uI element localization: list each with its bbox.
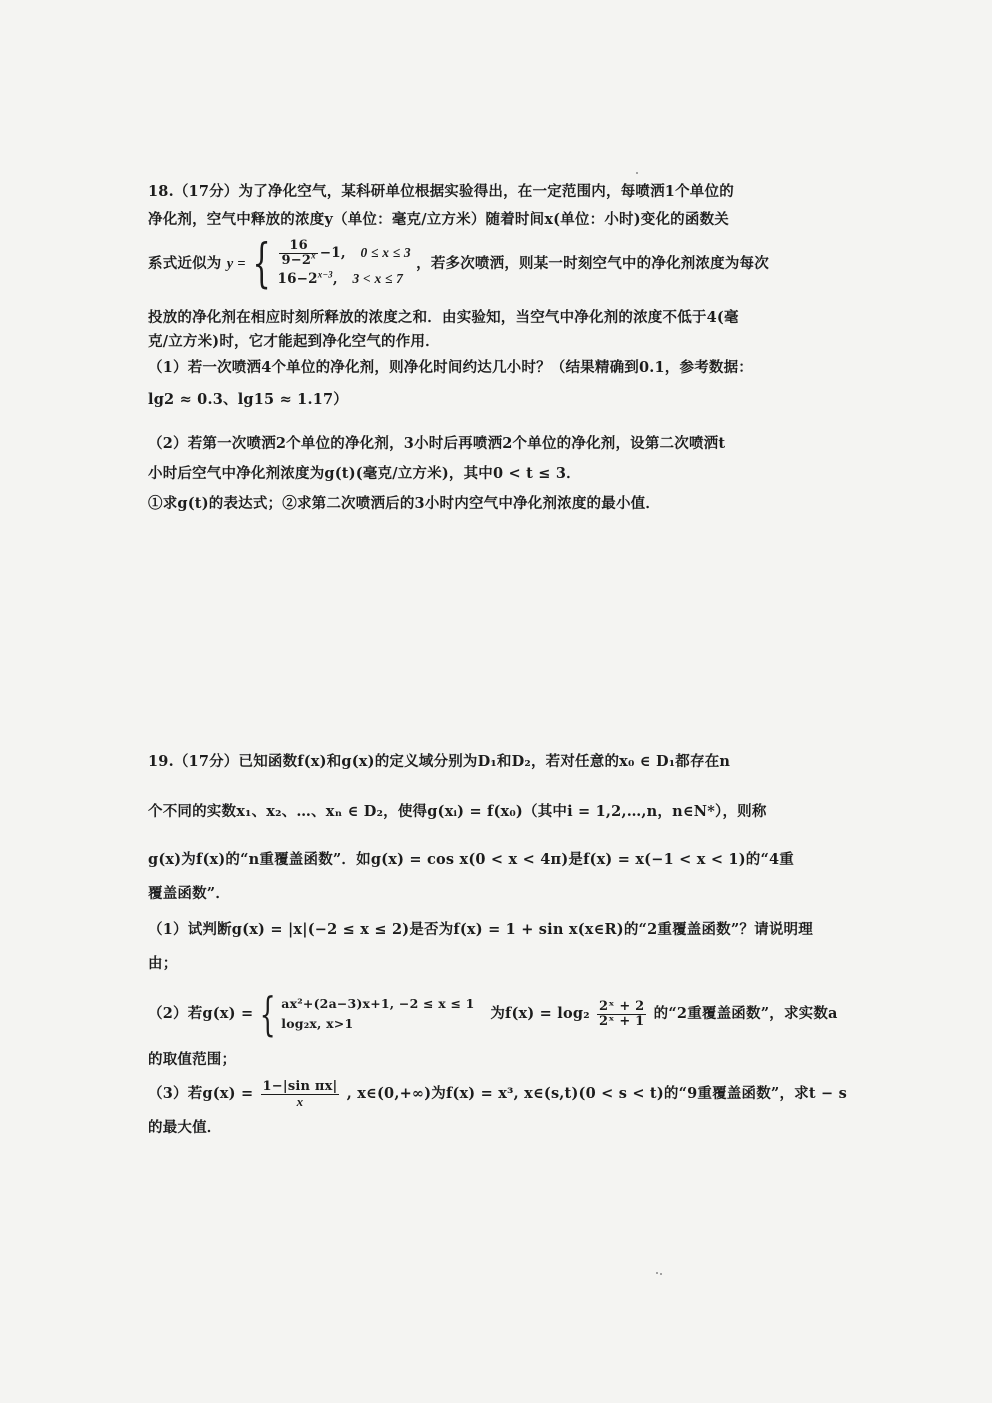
q19-part-2-cont: 的取值范围； (148, 1051, 237, 1068)
piecewise-brace: { (252, 234, 271, 294)
q19-part-1: （1）试判断g(x) = |x|(−2 ≤ x ≤ 2)是否为f(x) = 1 + sin x(x∈R)的“2重覆盖函数”？请说明理 (148, 921, 813, 938)
q18-reference-data: lg2 ≈ 0.3、lg15 ≈ 1.17） (148, 391, 348, 408)
q18-part-2: （2）若第一次喷洒2个单位的净化剂，3小时后再喷洒2个单位的净化剂，设第二次喷洒t (148, 435, 726, 452)
q18-case-1-den-base: 9−2 (281, 252, 312, 268)
q18-line-2: 净化剂，空气中释放的浓度y（单位：毫克/立方米）随着时间x(单位：小时)变化的函数关 (148, 211, 729, 228)
q18-formula-line (148, 234, 769, 294)
q18-case-1-numerator: 16 (279, 239, 317, 254)
q18-case-2-tail: , (332, 270, 338, 287)
q19-part-3 (148, 1072, 847, 1116)
q19-log-numerator: 2ˣ + 2 (599, 998, 645, 1014)
q18-case-1-denominator (279, 250, 317, 268)
q18-case-2-exp: x−3 (317, 269, 333, 279)
question-19 (148, 752, 847, 1152)
q19-part-2-mid: 为f(x) = log₂ (490, 1005, 590, 1022)
q18-part-1: （1）若一次喷洒4个单位的净化剂，则净化时间约达几小时？（结果精确到0.1，参考数据： (148, 359, 754, 376)
q18-line-1: 18.（17分）为了净化空气，某科研单位根据实验得出，在一定范围内，每喷洒1个单位的 (148, 183, 734, 200)
q18-case-2 (277, 268, 410, 290)
q18-case-1-fraction (279, 239, 317, 268)
question-18 (148, 182, 818, 522)
q18-case-2-condition: 3 < x ≤ 7 (352, 270, 404, 286)
q18-case-1-den-exp: x (311, 250, 316, 261)
q19-g-numerator: 1−|sin πx| (262, 1078, 338, 1094)
q19-part-3-outro: , x∈(0,+∞)为f(x) = x³, x∈(s,t)(0 < s < t)的“9重覆盖函数”，求t − s (346, 1085, 847, 1102)
q18-case-1-condition: 0 ≤ x ≤ 3 (360, 244, 411, 260)
q18-line-4: 投放的净化剂在相应时刻所释放的浓度之和．由实验知，当空气中净化剂的浓度不低于4(毫 (148, 309, 739, 326)
q19-line-2: 个不同的实数x₁、x₂、…、xₙ ∈ D₂，使得g(xᵢ) = f(x₀)（其中i = 1,2,…,n，n∈N*），则称 (148, 803, 767, 820)
q19-part-2-intro: （2）若g(x) = (148, 1005, 254, 1022)
q18-part-2-cont: 小时后空气中净化剂浓度为g(t)(毫克/立方米)，其中0 < t ≤ 3． (148, 465, 581, 482)
q19-case-2: log₂x, x>1 (281, 1016, 354, 1031)
q18-line-5: 克/立方米)时，它才能起到净化空气的作用． (148, 333, 440, 350)
q19-log-fraction (597, 1000, 646, 1029)
q18-case-1 (277, 239, 410, 268)
q19-piecewise-cases (281, 994, 474, 1034)
q19-part-1-cont: 由； (148, 955, 178, 972)
q18-case-1-tail: −1, (319, 244, 346, 261)
q19-part-3-intro: （3）若g(x) = (148, 1085, 254, 1102)
q19-line-1: 19.（17分）已知函数f(x)和g(x)的定义域分别为D₁和D₂，若对任意的x₀ ∈ D₁都存在n (148, 753, 731, 770)
q19-part-2-outro: 的“2重覆盖函数”，求实数a (653, 1005, 838, 1022)
q19-case-1: ax²+(2a−3)x+1, −2 ≤ x ≤ 1 (281, 996, 475, 1011)
scan-speck (660, 1273, 662, 1275)
q19-g-fraction (261, 1080, 340, 1109)
q18-piecewise-cases (277, 239, 410, 290)
q18-formula-outro: ，若多次喷洒，则某一时刻空气中的净化剂浓度为每次 (416, 255, 769, 272)
q19-log-denominator: 2ˣ + 1 (599, 1013, 645, 1029)
q18-case-2-expr: 16−2 (277, 270, 318, 287)
q19-part-2 (148, 986, 838, 1042)
q18-subquestions: ①求g(t)的表达式；②求第二次喷洒后的3小时内空气中净化剂浓度的最小值． (148, 495, 661, 512)
piecewise-brace-19: { (259, 987, 276, 1041)
q18-formula-intro: 系式近似为 (148, 255, 222, 272)
q18-formula-lhs: y = (226, 256, 246, 272)
scan-speck (656, 1272, 658, 1274)
q19-g-denominator: x (296, 1093, 304, 1109)
scan-speck (636, 172, 638, 174)
q19-line-3: g(x)为f(x)的“n重覆盖函数”．如g(x) = cos x(0 < x < 4π)是f(x) = x(−1 < x < 1)的“4重 (148, 851, 794, 868)
q19-part-3-cont: 的最大值． (148, 1119, 222, 1136)
q19-line-4: 覆盖函数”． (148, 885, 231, 902)
